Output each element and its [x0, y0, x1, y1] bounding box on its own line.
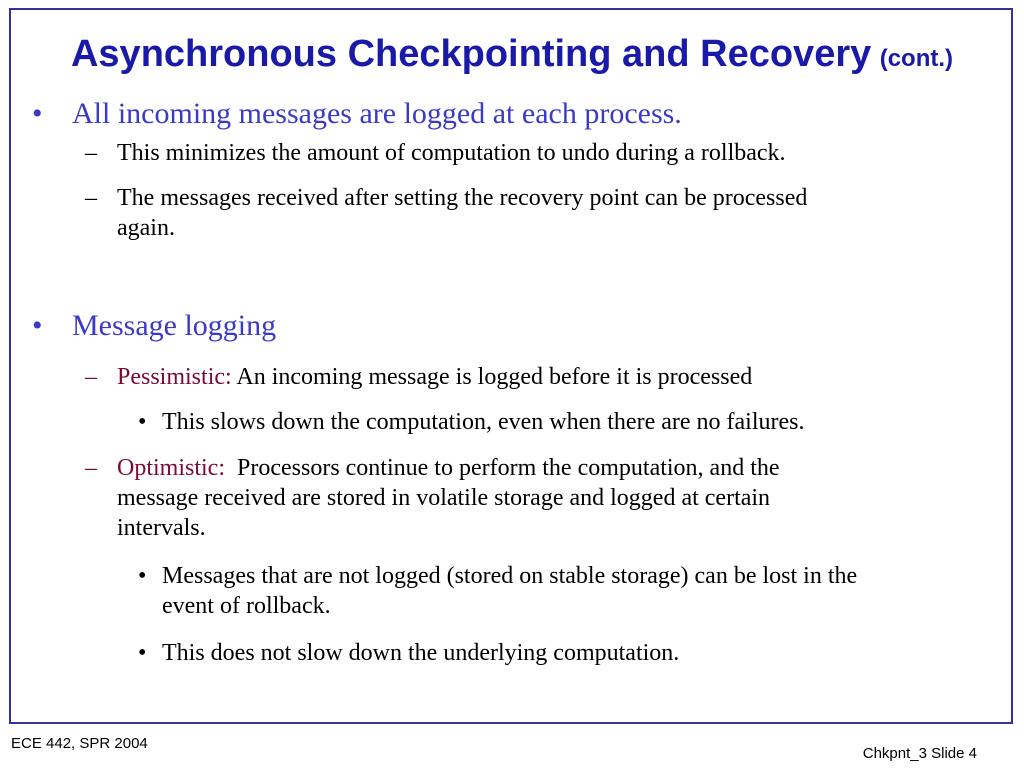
optimistic-point-2-text: This does not slow down the underlying computation. — [162, 640, 680, 666]
bullet-1 — [32, 97, 682, 131]
optimistic-text-2: message received are stored in volatile storage and logged at certain — [117, 485, 771, 511]
bullet-1-sub-1-dash: – — [85, 140, 97, 166]
pessimistic-dash: – — [85, 364, 97, 390]
bullet-1-sub-2-line-1 — [85, 185, 808, 212]
optimistic-point-1-line-2 — [162, 593, 331, 620]
optimistic-label: Optimistic: — [117, 455, 225, 481]
pessimistic-point-1-text: This slows down the computation, even when there are no failures. — [162, 409, 805, 435]
optimistic-point-1-text-1: Messages that are not logged (stored on stable storage) can be lost in the — [162, 563, 858, 589]
bullet-1-sub-2-line-2 — [117, 215, 175, 242]
optimistic-item-line-1 — [85, 455, 780, 482]
footer-course: ECE 442, SPR 2004 — [11, 735, 148, 752]
bullet-1-sub-2-dash: – — [85, 185, 97, 211]
optimistic-point-1-bullet: • — [138, 563, 147, 589]
bullet-2-marker: • — [32, 309, 43, 342]
pessimistic-item — [85, 364, 753, 391]
bullet-1-sub-1-text: This minimizes the amount of computation to undo during a rollback. — [117, 140, 786, 166]
footer-slide-number: Chkpnt_3 Slide 4 — [862, 745, 977, 762]
optimistic-point-2 — [138, 640, 680, 667]
optimistic-text-3: intervals. — [117, 515, 206, 541]
pessimistic-label: Pessimistic: — [117, 364, 232, 390]
bullet-1-text: All incoming messages are logged at each process. — [72, 97, 682, 130]
bullet-2 — [32, 309, 277, 343]
optimistic-point-2-bullet: • — [138, 640, 147, 666]
optimistic-point-1-text-2: event of rollback. — [162, 593, 331, 619]
bullet-1-sub-2-text-1: The messages received after setting the recovery point can be processed — [117, 185, 808, 211]
optimistic-point-1-line-1 — [138, 563, 858, 590]
optimistic-item-line-3 — [117, 515, 206, 542]
bullet-1-sub-2-text-2: again. — [117, 215, 175, 241]
slide-title-text: Asynchronous Checkpointing and Recovery — [70, 33, 872, 75]
bullet-2-text: Message logging — [72, 309, 277, 342]
slide-title — [0, 33, 1024, 76]
slide-title-suffix: (cont.) — [879, 45, 954, 72]
optimistic-dash: – — [85, 455, 97, 481]
pessimistic-point-1 — [138, 409, 805, 436]
pessimistic-text: An incoming message is logged before it is processed — [236, 364, 753, 390]
bullet-1-marker: • — [32, 97, 43, 130]
optimistic-text-1: Processors continue to perform the computation, and the — [237, 455, 780, 481]
bullet-1-sub-1 — [85, 140, 786, 167]
optimistic-item-line-2 — [117, 485, 770, 512]
pessimistic-point-1-bullet: • — [138, 409, 147, 435]
